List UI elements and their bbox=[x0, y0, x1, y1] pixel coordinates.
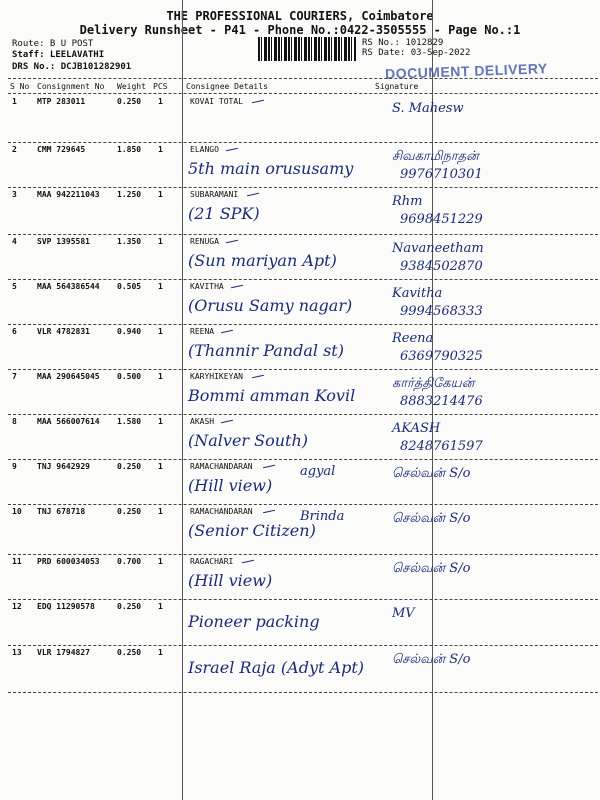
row-sno: 4 bbox=[12, 237, 17, 246]
row-pcs: 1 bbox=[158, 145, 163, 154]
row-tick-mark bbox=[242, 560, 254, 563]
row-pcs: 1 bbox=[158, 417, 163, 426]
row-tick-mark bbox=[252, 100, 264, 103]
staff-label: Staff: LEELAVATHI bbox=[12, 50, 105, 60]
row-sno: 2 bbox=[12, 145, 17, 154]
column-divider-consignee bbox=[182, 0, 183, 800]
row-handwritten-phone: agyal bbox=[300, 464, 336, 479]
row-weight: 1.250 bbox=[117, 190, 142, 199]
row-handwritten-phone: 6369790325 bbox=[400, 349, 483, 364]
row-handwritten-address: (Orusu Samy nagar) bbox=[188, 296, 353, 315]
row-signature: Navaneetham bbox=[392, 241, 484, 256]
row-signature: Kavitha bbox=[392, 286, 443, 301]
row-consignee-name: SUBARAMANI bbox=[190, 190, 239, 199]
row-consignment-no: PRD 600034053 bbox=[37, 557, 100, 566]
row-weight: 0.250 bbox=[117, 462, 142, 471]
row-consignment-no: MAA 566007614 bbox=[37, 417, 100, 426]
row-tick-mark bbox=[252, 375, 264, 378]
drs-number: DRS No.: DCJB101282901 bbox=[12, 62, 132, 72]
row-signature: கார்த்திகேயன் bbox=[392, 376, 475, 391]
row-weight: 1.850 bbox=[117, 145, 142, 154]
row-sno: 6 bbox=[12, 327, 17, 336]
row-consignment-no: MAA 564386544 bbox=[37, 282, 100, 291]
row-consignment-no: MAA 290645045 bbox=[37, 372, 100, 381]
rs-date: RS Date: 03-Sep-2022 bbox=[362, 48, 471, 58]
row-handwritten-address: (21 SPK) bbox=[188, 204, 260, 223]
row-divider bbox=[8, 369, 598, 370]
row-signature: S. Mahesw bbox=[392, 101, 464, 116]
row-signature: செல்வன் S/o bbox=[392, 466, 471, 481]
row-sno: 11 bbox=[12, 557, 22, 566]
row-consignee-name: RAMACHANDARAN bbox=[190, 462, 253, 471]
column-header-weight: Weight bbox=[117, 82, 146, 91]
row-consignee-name: RAMACHANDARAN bbox=[190, 507, 253, 516]
document-title: THE PROFESSIONAL COURIERS, Coimbatore bbox=[166, 9, 434, 23]
row-consignee-name: RENUGA bbox=[190, 237, 219, 246]
row-weight: 0.250 bbox=[117, 507, 142, 516]
row-consignee-name: KOVAI TOTAL bbox=[190, 97, 243, 106]
row-handwritten-address: (Sun mariyan Apt) bbox=[188, 251, 337, 270]
row-sno: 1 bbox=[12, 97, 17, 106]
row-consignment-no: MTP 283011 bbox=[37, 97, 86, 106]
row-pcs: 1 bbox=[158, 648, 163, 657]
row-handwritten-address: Israel Raja (Adyt Apt) bbox=[188, 658, 364, 677]
row-tick-mark bbox=[226, 148, 238, 151]
row-pcs: 1 bbox=[158, 190, 163, 199]
row-sno: 5 bbox=[12, 282, 17, 291]
column-header-consignee: Consignee Details bbox=[186, 82, 268, 91]
row-pcs: 1 bbox=[158, 602, 163, 611]
row-weight: 0.940 bbox=[117, 327, 142, 336]
row-pcs: 1 bbox=[158, 327, 163, 336]
row-weight: 1.350 bbox=[117, 237, 142, 246]
row-consignment-no: VLR 4782831 bbox=[37, 327, 90, 336]
row-sno: 7 bbox=[12, 372, 17, 381]
row-consignment-no: MAA 942211043 bbox=[37, 190, 100, 199]
row-signature: AKASH bbox=[392, 421, 441, 436]
row-pcs: 1 bbox=[158, 97, 163, 106]
document-delivery-stamp: DOCUMENT DELIVERY bbox=[384, 60, 549, 82]
barcode bbox=[258, 37, 356, 61]
header-top-rule bbox=[8, 78, 598, 79]
row-weight: 1.580 bbox=[117, 417, 142, 426]
row-signature: செல்வன் S/o bbox=[392, 652, 471, 667]
row-divider bbox=[8, 645, 598, 646]
row-consignment-no: TNJ 9642929 bbox=[37, 462, 90, 471]
row-divider bbox=[8, 459, 598, 460]
row-tick-mark bbox=[226, 240, 238, 243]
row-pcs: 1 bbox=[158, 237, 163, 246]
row-handwritten-address: Bommi amman Kovil bbox=[188, 386, 356, 405]
row-pcs: 1 bbox=[158, 507, 163, 516]
row-handwritten-phone: Brinda bbox=[300, 509, 345, 524]
row-handwritten-address: 5th main orususamy bbox=[188, 159, 354, 178]
row-handwritten-address: (Nalver South) bbox=[188, 431, 309, 450]
row-tick-mark bbox=[263, 510, 275, 513]
row-signature: Reena bbox=[392, 331, 434, 346]
row-divider bbox=[8, 692, 598, 693]
row-consignee-name: AKASH bbox=[190, 417, 215, 426]
row-divider bbox=[8, 234, 598, 235]
row-tick-mark bbox=[231, 285, 243, 288]
row-consignee-name: RAGACHARI bbox=[190, 557, 234, 566]
row-divider bbox=[8, 414, 598, 415]
row-consignment-no: TNJ 678718 bbox=[37, 507, 86, 516]
row-weight: 0.250 bbox=[117, 648, 142, 657]
row-consignment-no: EDQ 11290578 bbox=[37, 602, 95, 611]
row-handwritten-address: Pioneer packing bbox=[188, 612, 320, 631]
row-pcs: 1 bbox=[158, 282, 163, 291]
rs-number: RS No.: 1012829 bbox=[362, 38, 444, 48]
row-sno: 3 bbox=[12, 190, 17, 199]
document-subtitle: Delivery Runsheet - P41 - Phone No.:0422-3505555 - Page No.:1 bbox=[79, 23, 521, 37]
header-bottom-rule bbox=[8, 93, 598, 94]
row-sno: 13 bbox=[12, 648, 22, 657]
row-pcs: 1 bbox=[158, 372, 163, 381]
route-label: Route: B U POST bbox=[12, 39, 94, 49]
row-signature: சிவகாமிநாதன் bbox=[392, 149, 479, 164]
row-handwritten-phone: 8248761597 bbox=[400, 439, 483, 454]
row-handwritten-address: (Hill view) bbox=[188, 571, 273, 590]
row-signature: Rhm bbox=[392, 194, 423, 209]
row-weight: 0.250 bbox=[117, 97, 142, 106]
row-handwritten-address: (Hill view) bbox=[188, 476, 273, 495]
row-tick-mark bbox=[263, 465, 275, 468]
row-consignee-name: ELANGO bbox=[190, 145, 219, 154]
row-sno: 9 bbox=[12, 462, 17, 471]
row-tick-mark bbox=[247, 193, 259, 196]
row-handwritten-address: (Senior Citizen) bbox=[188, 521, 316, 540]
column-header-consignment: Consignment No bbox=[37, 82, 105, 91]
row-divider bbox=[8, 187, 598, 188]
row-signature: MV bbox=[392, 606, 415, 621]
row-consignment-no: VLR 1794827 bbox=[37, 648, 90, 657]
row-handwritten-address: (Thannir Pandal st) bbox=[188, 341, 344, 360]
row-weight: 0.505 bbox=[117, 282, 142, 291]
row-tick-mark bbox=[221, 420, 233, 423]
row-weight: 0.500 bbox=[117, 372, 142, 381]
row-handwritten-phone: 9994568333 bbox=[400, 304, 483, 319]
row-divider bbox=[8, 279, 598, 280]
row-signature: செல்வன் S/o bbox=[392, 561, 471, 576]
row-weight: 0.250 bbox=[117, 602, 142, 611]
row-handwritten-phone: 9698451229 bbox=[400, 212, 483, 227]
row-sno: 8 bbox=[12, 417, 17, 426]
column-header-signature: Signature bbox=[375, 82, 419, 91]
row-divider bbox=[8, 504, 598, 505]
row-divider bbox=[8, 142, 598, 143]
row-consignee-name: REENA bbox=[190, 327, 215, 336]
row-signature: செல்வன் S/o bbox=[392, 511, 471, 526]
column-header-sno: S No bbox=[10, 82, 30, 91]
row-consignee-name: KAVITHA bbox=[190, 282, 224, 291]
row-consignment-no: SVP 1395581 bbox=[37, 237, 90, 246]
row-handwritten-phone: 9384502870 bbox=[400, 259, 483, 274]
row-consignee-name: KARYHIKEYAN bbox=[190, 372, 243, 381]
row-weight: 0.700 bbox=[117, 557, 142, 566]
row-tick-mark bbox=[221, 330, 233, 333]
row-sno: 10 bbox=[12, 507, 22, 516]
row-handwritten-phone: 8883214476 bbox=[400, 394, 483, 409]
row-divider bbox=[8, 554, 598, 555]
row-pcs: 1 bbox=[158, 462, 163, 471]
row-divider bbox=[8, 599, 598, 600]
row-divider bbox=[8, 324, 598, 325]
column-header-pcs: PCS bbox=[153, 82, 168, 91]
row-handwritten-phone: 9976710301 bbox=[400, 167, 483, 182]
row-pcs: 1 bbox=[158, 557, 163, 566]
row-sno: 12 bbox=[12, 602, 22, 611]
row-consignment-no: CMM 729645 bbox=[37, 145, 86, 154]
